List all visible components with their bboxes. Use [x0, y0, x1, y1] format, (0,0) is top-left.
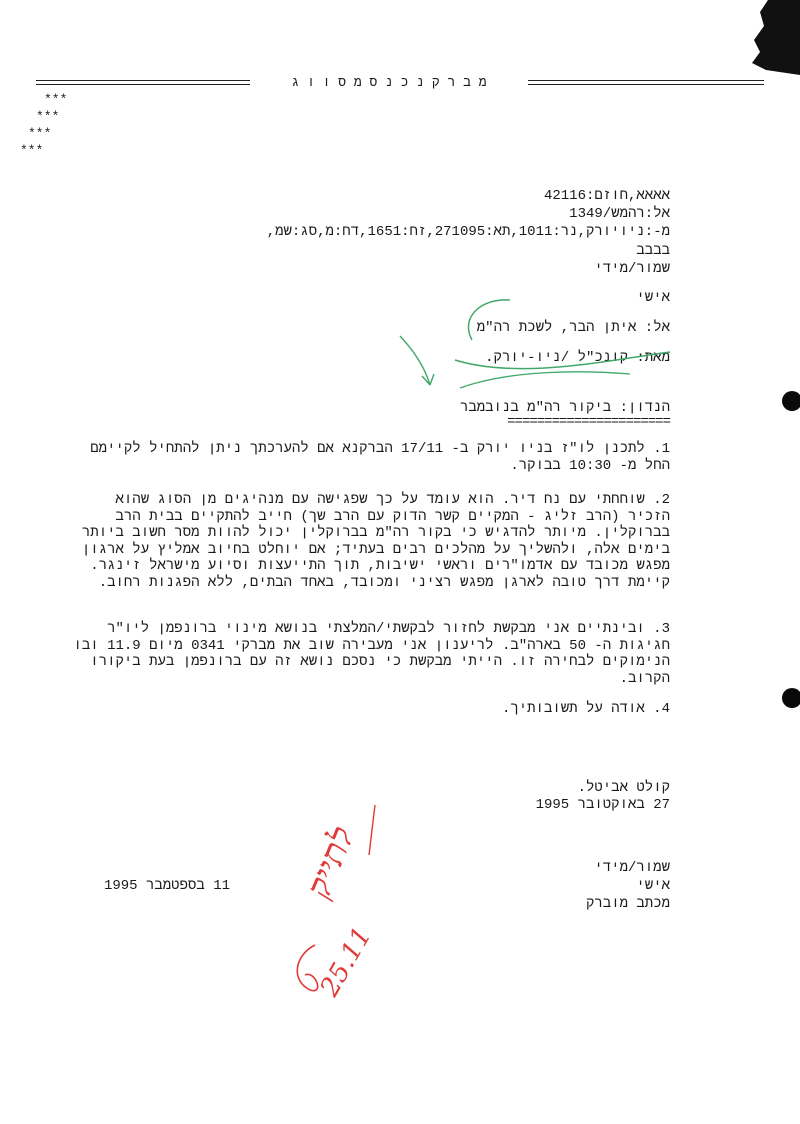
stars-1: *** [44, 92, 68, 107]
classification: אישי [636, 290, 670, 306]
paragraph-1: 1. לתכנן לו"ז בניו יורק ב- 17/11 הברקנא אם להערכתך ניתן להתחיל לקיימם החל מ- 10:30 בבוקר. [90, 441, 670, 474]
footer-line: אישי [636, 878, 670, 894]
signature-date: 27 באוקטובר 1995 [535, 797, 670, 813]
footer-line: מכתב מוברק [585, 896, 670, 912]
to-line: אל: איתן הבר, לשכת רה"מ [476, 320, 670, 336]
routing-line: שמור/מידי [594, 261, 670, 277]
footer-line: שמור/מידי [594, 860, 670, 876]
punch-hole-top [782, 391, 800, 411]
subject-underline: ====================== [507, 414, 670, 430]
scan-edge-shadow [738, 0, 800, 75]
paragraph-4: 4. אודה על תשובותיך. [501, 701, 670, 717]
green-pen-marks [360, 290, 690, 400]
handwritten-date: 25.11 [314, 922, 378, 1002]
from-line: מאת: קונכ"ל /ניו-יורק. [485, 350, 670, 366]
punch-hole-bottom [782, 688, 800, 708]
routing-line: מ-:ניויורק,נר:1011,תא:271095,זח:1651,דח:מ,סג:שמ, [266, 224, 670, 240]
footer-date: 11 בספטמבר 1995 [103, 878, 230, 894]
routing-line: אל:רהמש/1349 [569, 206, 670, 222]
routing-line: אאאא,חוזם:42116 [543, 188, 670, 204]
header-rule-right [528, 80, 764, 85]
paragraph-2: 2. שוחחתי עם נח דיר. הוא עומד על כך שפגישה עם מנהיגים מן הסוג שהוא הזכיר (הרב זליג - המקיים קשר הדוק עם הרב שך) חייב להתקיים בבית הרב בברוקלין. מיותר להדגיש כי בקור רה"מ בברוקלין יכול להוות מסר חשוב ביותר בימים אלה, ולהשליך על מהלכים רבים בעתיד; אם יוחלט בחיוב אמליץ על ארגון מפגש מכובד עם אדמו"רים וראשי ישיבות, תוך התייעצות וסיוע מישראל זינגר. קיימת דרך טובה לארגן מפגש רציני ומכובד, באחד הבתים, ללא הפגנות רחוב. [81, 492, 670, 591]
header-title: מ ב ר ק נ כ נ ס מ ס ו ו ג [291, 75, 487, 90]
signature-name: קולט אביטל. [577, 780, 670, 796]
handwritten-note: לתייק [298, 821, 363, 904]
routing-line: בבבב [636, 243, 670, 259]
paragraph-3: 3. ובינתיים אני מבקשת לחזור לבקשתי/המלצתי בנושא מינוי ברונפמן ליו"ר חגיגות ה- 50 בארה"ב. לריענון אני מעבירה שוב את מברקי 0341 מיום 11.9 ובו הנימוקים לבחירה זו. הייתי מבקשת כי נסכם נושא זה עם ברונפמן בעת ביקורו הקרוב. [73, 621, 670, 687]
stars-4: *** [20, 143, 44, 158]
subject-line: הנדון: ביקור רה"מ בנובמבר [459, 400, 670, 416]
stars-3: *** [28, 126, 52, 141]
stars-2: *** [36, 109, 60, 124]
header-rule-left [36, 80, 250, 85]
